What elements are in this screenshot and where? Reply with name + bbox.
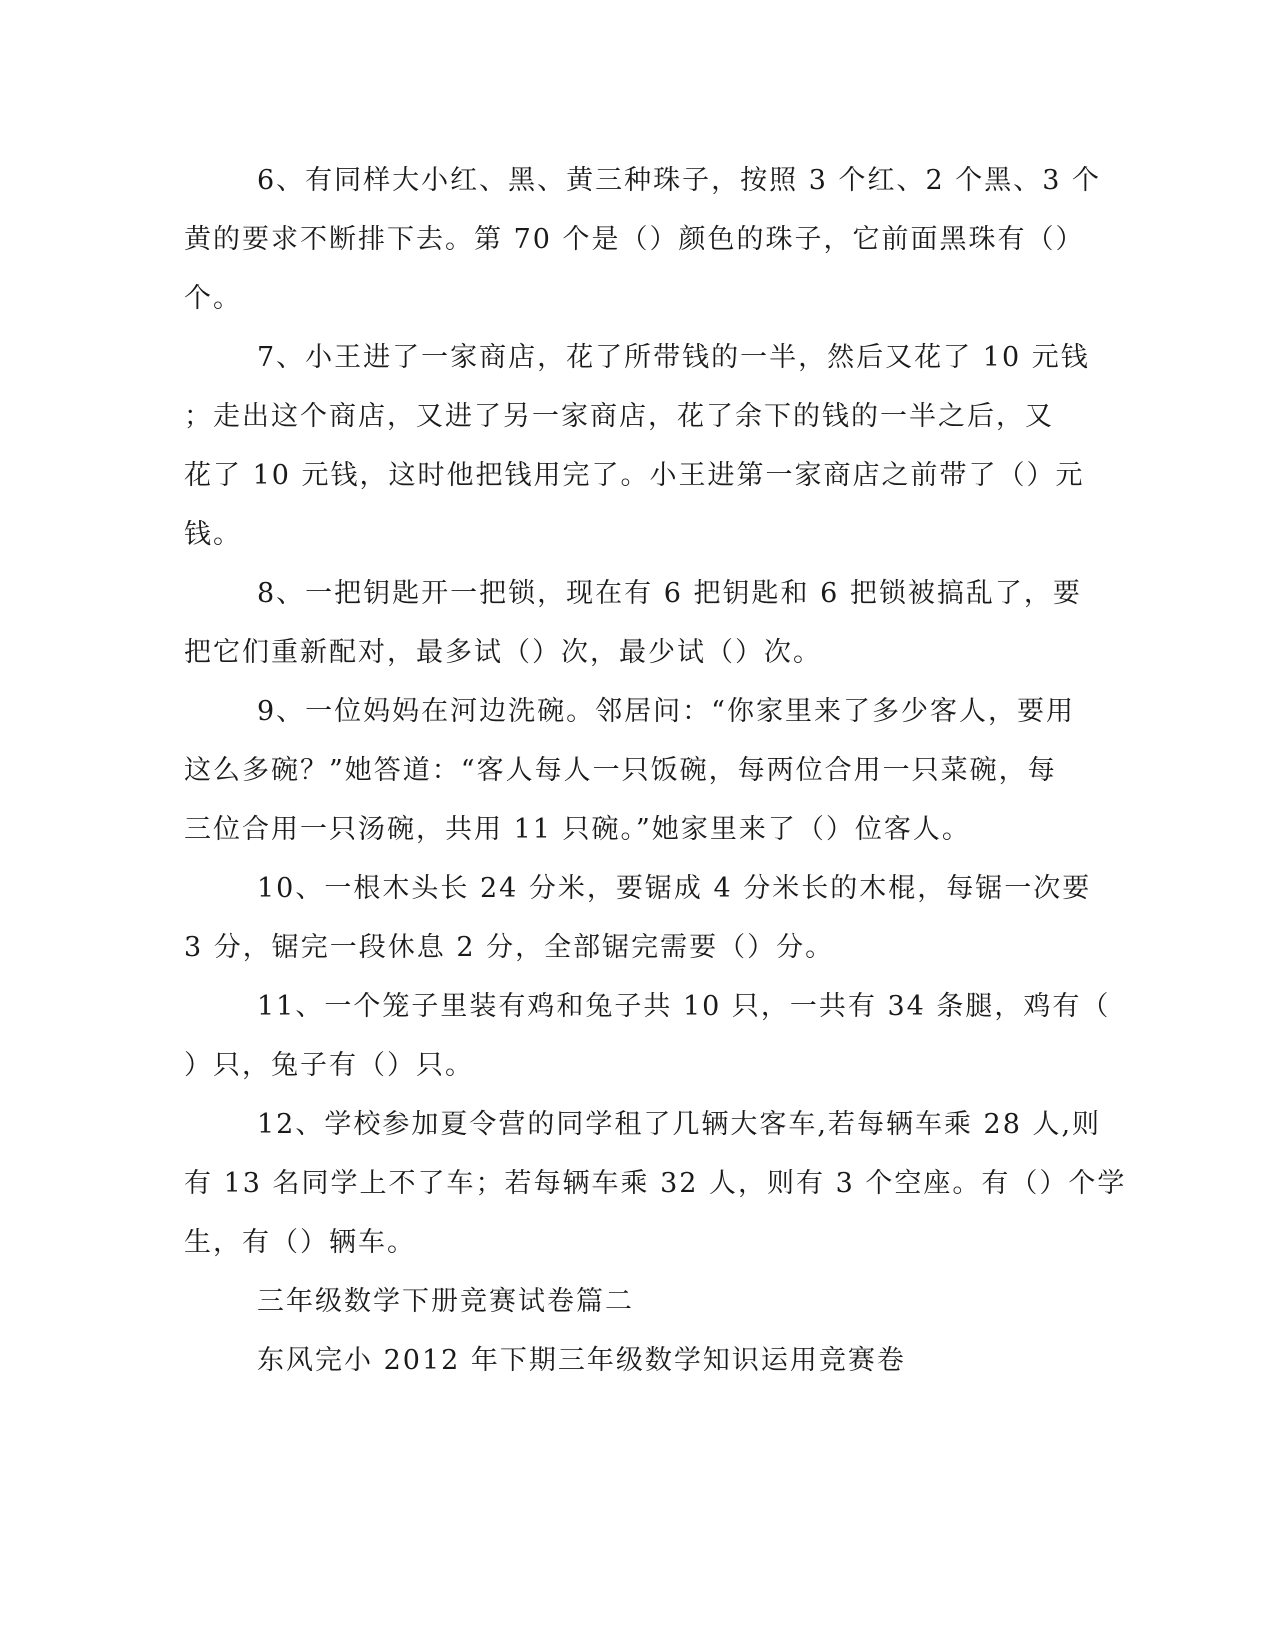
q12-line-3: 生，有（）辆车。	[184, 1227, 416, 1258]
q11-line-1: 11、一个笼子里装有鸡和兔子共 10 只，一共有 34 条腿，鸡有（	[257, 991, 1111, 1022]
q9-line-1: 9、一位妈妈在河边洗碗。邻居问：“你家里来了多少客人，要用	[257, 696, 1075, 727]
q6-line-2: 黄的要求不断排下去。第 70 个是（）颜色的珠子，它前面黑珠有（）	[184, 224, 1085, 255]
q6-line-1: 6、有同样大小红、黑、黄三种珠子，按照 3 个红、2 个黑、3 个	[257, 165, 1102, 196]
exam-title: 东风完小 2012 年下期三年级数学知识运用竞赛卷	[257, 1345, 906, 1376]
q6-line-3: 个。	[184, 283, 242, 314]
q8-line-1: 8、一把钥匙开一把锁，现在有 6 把钥匙和 6 把锁被搞乱了，要	[257, 578, 1082, 609]
section-heading: 三年级数学下册竞赛试卷篇二	[257, 1286, 634, 1317]
q7-line-1: 7、小王进了一家商店，花了所带钱的一半，然后又花了 10 元钱	[257, 342, 1090, 373]
q9-line-2: 这么多碗？”她答道：“客人每人一只饭碗，每两位合用一只菜碗，每	[184, 755, 1057, 786]
q10-line-2: 3 分，锯完一段休息 2 分，全部锯完需要（）分。	[184, 932, 835, 963]
q12-line-2: 有 13 名同学上不了车；若每辆车乘 32 人，则有 3 个空座。有（）个学	[184, 1168, 1127, 1199]
q9-line-3: 三位合用一只汤碗，共用 11 只碗。”她家里来了（）位客人。	[184, 814, 971, 845]
q11-line-2: ）只，兔子有（）只。	[184, 1050, 474, 1081]
q7-line-2: ；走出这个商店，又进了另一家商店，花了余下的钱的一半之后，又	[184, 401, 1054, 432]
q12-line-1: 12、学校参加夏令营的同学租了几辆大客车,若每辆车乘 28 人,则	[257, 1109, 1102, 1140]
q10-line-1: 10、一根木头长 24 分米，要锯成 4 分米长的木棍，每锯一次要	[257, 873, 1092, 904]
q7-line-3: 花了 10 元钱，这时他把钱用完了。小王进第一家商店之前带了（）元	[184, 460, 1085, 491]
q8-line-2: 把它们重新配对，最多试（）次，最少试（）次。	[184, 637, 822, 668]
q7-line-4: 钱。	[184, 519, 242, 550]
